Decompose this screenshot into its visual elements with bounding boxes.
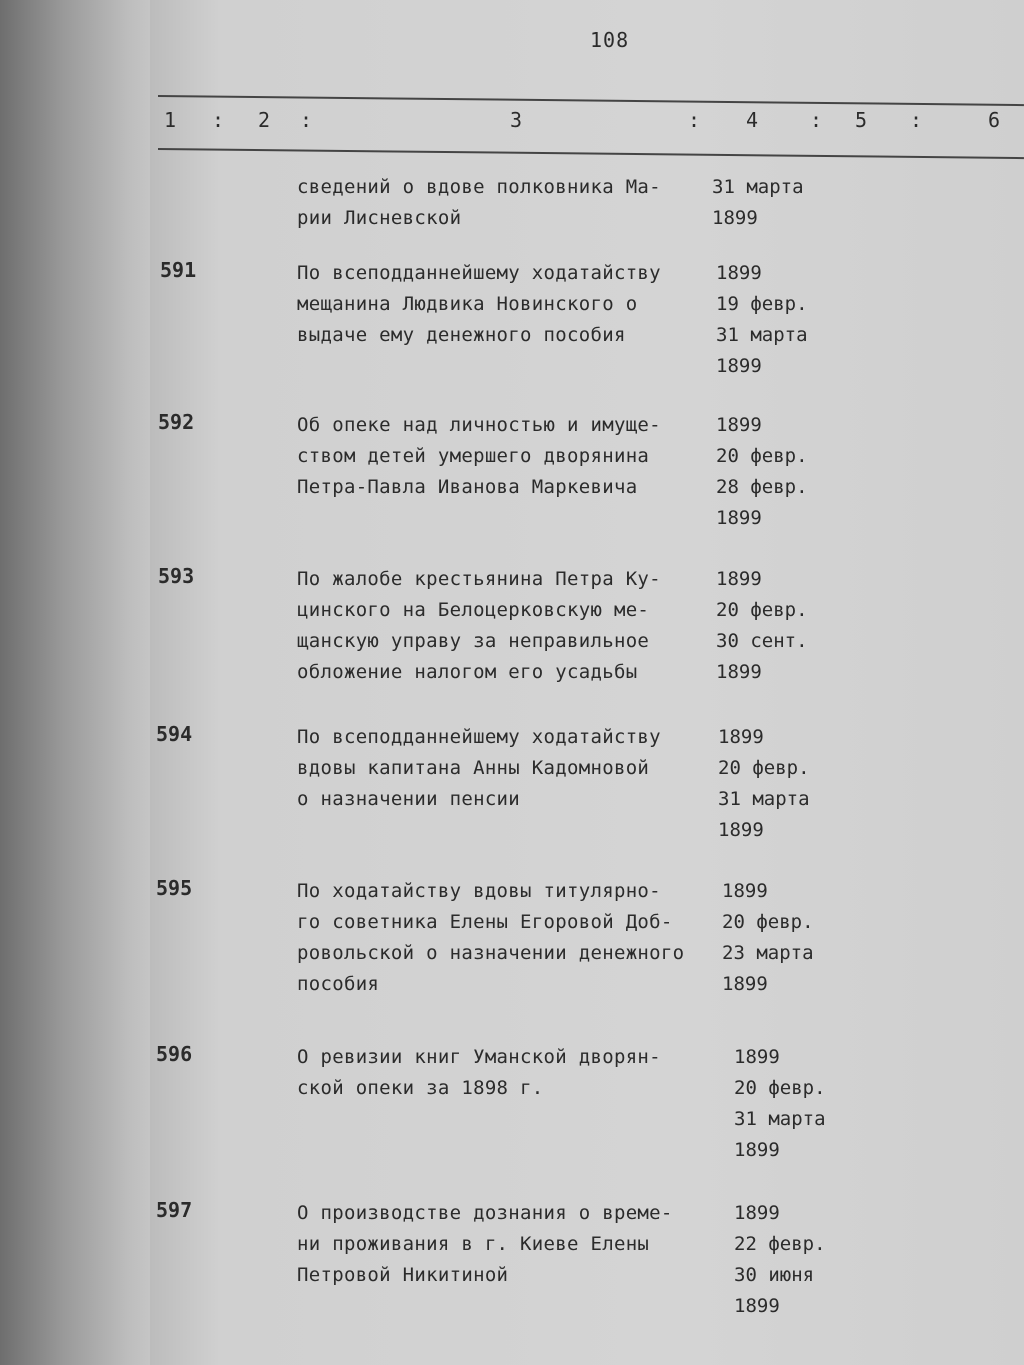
- date-line: 1899: [716, 661, 762, 683]
- entry-description: [297, 564, 727, 688]
- entry-line: По всеподданнейшему ходатайству: [297, 726, 661, 748]
- entry-dates: [716, 564, 808, 688]
- column-separator: :: [688, 108, 701, 132]
- date-line: 20 февр.: [716, 599, 808, 621]
- date-line: 1899: [716, 262, 762, 284]
- entry-line: Петровой Никитиной: [297, 1264, 509, 1286]
- book-binding-shadow: [0, 0, 160, 1365]
- entry-dates: [712, 172, 804, 234]
- entry-number: 592: [158, 410, 195, 434]
- date-line: 20 февр.: [718, 757, 810, 779]
- column-separator: :: [212, 108, 225, 132]
- entry-line: вдовы капитана Анны Кадомновой: [297, 757, 650, 779]
- date-line: 1899: [716, 414, 762, 436]
- date-line: 1899: [722, 880, 768, 902]
- column-header-1: 1: [164, 108, 177, 132]
- date-line: 1899: [716, 355, 762, 377]
- entry-number: 596: [156, 1042, 193, 1066]
- entry-line: ни проживания в г. Киеве Елены: [297, 1233, 650, 1255]
- entry-line: О производстве дознания о време-: [297, 1202, 673, 1224]
- entry-number: 594: [156, 722, 193, 746]
- entry-line: щанскую управу за неправильное: [297, 630, 650, 652]
- date-line: 28 февр.: [716, 476, 808, 498]
- entry-dates: [734, 1198, 826, 1322]
- date-line: 1899: [734, 1295, 780, 1317]
- date-line: 19 февр.: [716, 293, 808, 315]
- entry-line: ством детей умершего дворянина: [297, 445, 650, 467]
- entry-number: 591: [160, 258, 197, 282]
- entry-number: 595: [156, 876, 193, 900]
- entry-dates: [722, 876, 814, 1000]
- entry-description: [297, 876, 727, 1000]
- date-line: 23 марта: [722, 942, 814, 964]
- column-separator: :: [810, 108, 823, 132]
- entry-line: По ходатайству вдовы титулярно-: [297, 880, 661, 902]
- column-header-2: 2: [258, 108, 271, 132]
- entry-line: По жалобе крестьянина Петра Ку-: [297, 568, 661, 590]
- entry-line: пособия: [297, 973, 380, 995]
- date-line: 1899: [722, 973, 768, 995]
- date-line: 1899: [718, 726, 764, 748]
- date-line: 1899: [718, 819, 764, 841]
- entry-description: [297, 258, 727, 351]
- entry-line: мещанина Людвика Новинского о: [297, 293, 638, 315]
- entry-line: обложение налогом его усадьбы: [297, 661, 638, 683]
- entry-line: ской опеки за 1898 г.: [297, 1077, 544, 1099]
- column-header-6: 6: [988, 108, 1001, 132]
- column-header-5: 5: [855, 108, 868, 132]
- date-line: 30 сент.: [716, 630, 808, 652]
- entry-line: го советника Елены Егоровой Доб-: [297, 911, 673, 933]
- date-line: 31 марта: [734, 1108, 826, 1130]
- entry-description: [297, 172, 727, 234]
- entry-line: По всеподданнейшему ходатайству: [297, 262, 661, 284]
- date-line: 1899: [734, 1046, 780, 1068]
- entry-number: 593: [158, 564, 195, 588]
- date-line: 30 июня: [734, 1264, 815, 1286]
- date-line: 31 марта: [718, 788, 810, 810]
- page-number: 108: [590, 28, 630, 52]
- entry-description: [297, 1198, 727, 1291]
- entry-description: [297, 722, 727, 815]
- entry-line: Об опеке над личностью и имуще-: [297, 414, 661, 436]
- date-line: 20 февр.: [716, 445, 808, 467]
- date-line: 1899: [712, 207, 758, 229]
- date-line: 1899: [716, 568, 762, 590]
- date-line: 31 марта: [712, 176, 804, 198]
- date-line: 1899: [734, 1202, 780, 1224]
- entry-dates: [716, 258, 808, 382]
- column-separator: :: [300, 108, 313, 132]
- column-header-3: 3: [510, 108, 523, 132]
- entry-line: о назначении пенсии: [297, 788, 521, 810]
- date-line: 31 марта: [716, 324, 808, 346]
- entry-description: [297, 410, 727, 503]
- date-line: 1899: [734, 1139, 780, 1161]
- entry-line: Петра-Павла Иванова Маркевича: [297, 476, 638, 498]
- entry-number: 597: [156, 1198, 193, 1222]
- entry-line: ровольской о назначении денежного: [297, 942, 685, 964]
- entry-description: [297, 1042, 727, 1104]
- entry-dates: [734, 1042, 826, 1166]
- entry-line: рии Лисневской: [297, 207, 462, 229]
- date-line: 1899: [716, 507, 762, 529]
- date-line: 20 февр.: [734, 1077, 826, 1099]
- date-line: 20 февр.: [722, 911, 814, 933]
- entry-dates: [716, 410, 808, 534]
- entry-line: О ревизии книг Уманской дворян-: [297, 1046, 661, 1068]
- column-separator: :: [910, 108, 923, 132]
- column-header-4: 4: [746, 108, 759, 132]
- entry-line: сведений о вдове полковника Ма-: [297, 176, 661, 198]
- date-line: 22 февр.: [734, 1233, 826, 1255]
- entry-line: цинского на Белоцерковскую ме-: [297, 599, 650, 621]
- entry-line: выдаче ему денежного пособия: [297, 324, 626, 346]
- entry-dates: [718, 722, 810, 846]
